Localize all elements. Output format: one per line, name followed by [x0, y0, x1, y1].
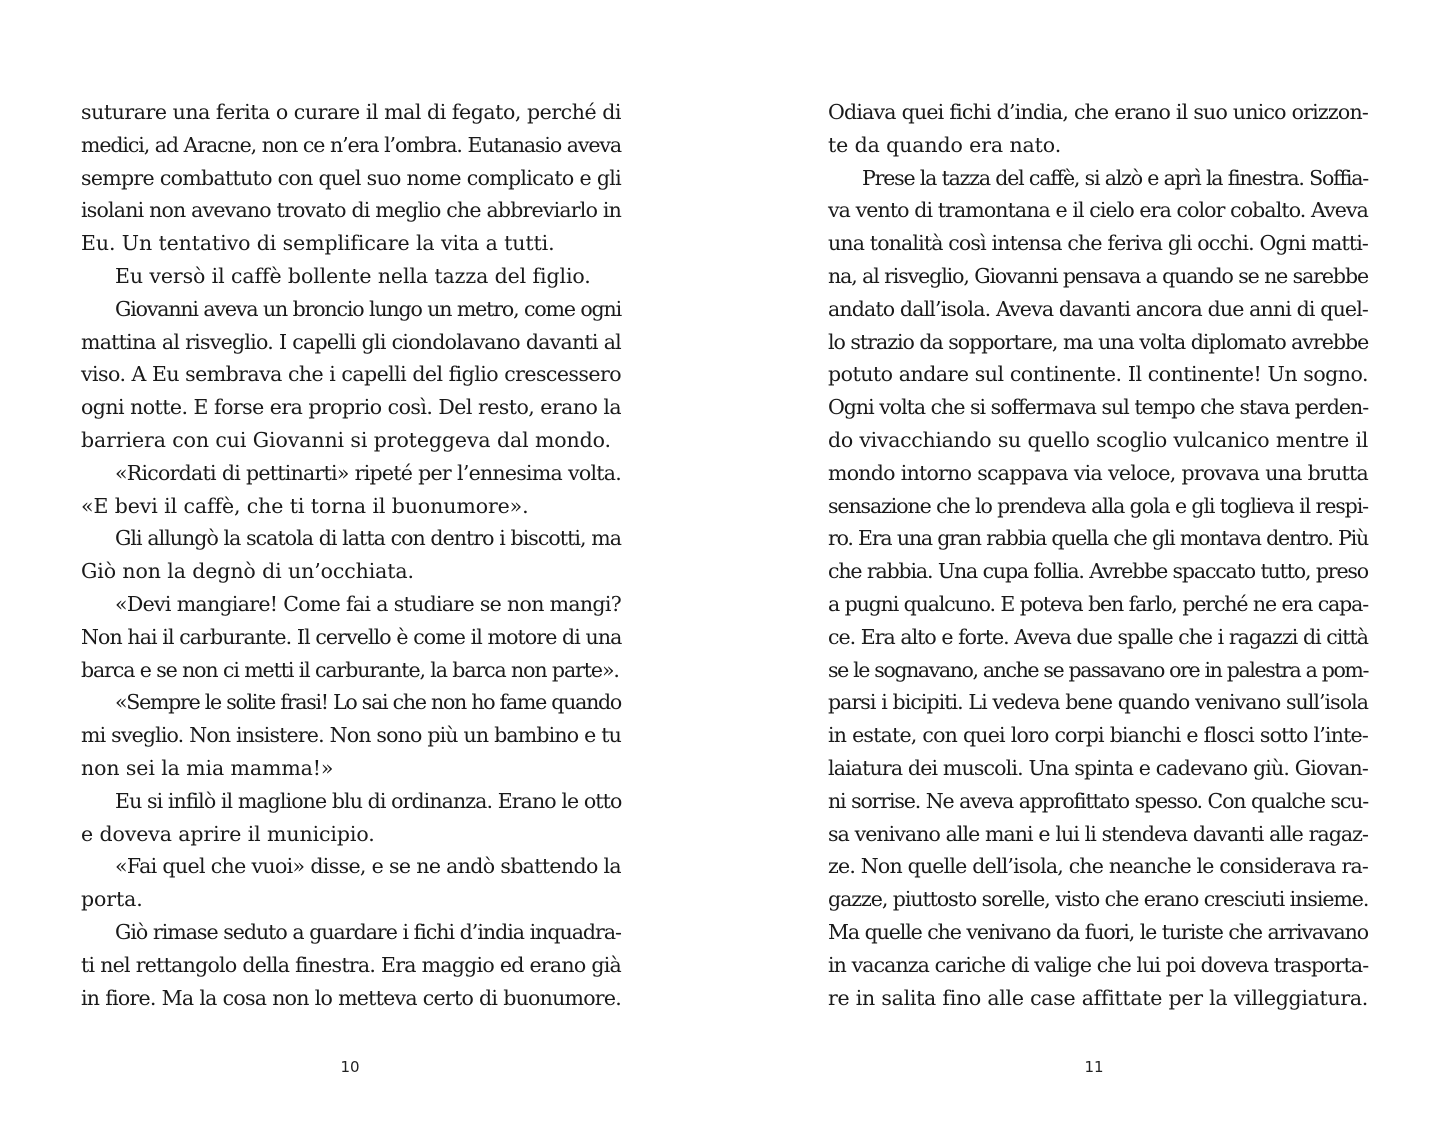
text-line: porta.: [81, 887, 143, 912]
text-line: na, al risveglio, Giovanni pensava a quando se ne sarebbe: [828, 263, 1368, 288]
text-line: sensazione che lo prendeva alla gola e gli toglieva il respi-: [828, 493, 1368, 518]
text-line: re in salita fino alle case affittate per la villeggiatura.: [828, 985, 1368, 1010]
text-line: Giò non la degnò di un’occhiata.: [81, 559, 414, 584]
text-line: Ogni volta che si soffermava sul tempo che stava perden-: [828, 395, 1369, 420]
text-line: va vento di tramontana e il cielo era color cobalto. Aveva: [828, 198, 1369, 223]
text-line: in estate, con quei loro corpi bianchi e flosci sotto l’inte-: [828, 723, 1368, 748]
text-line: sempre combattuto con quel suo nome complicato e gli: [81, 165, 621, 190]
text-line: «Devi mangiare! Come fai a studiare se non mangi?: [115, 591, 621, 616]
text-line: andato dall’isola. Aveva davanti ancora due anni di quel-: [828, 296, 1368, 321]
text-line: barriera con cui Giovanni si proteggeva dal mondo.: [81, 427, 611, 452]
text-line: Eu. Un tentativo di semplificare la vita a tutti.: [81, 231, 555, 256]
text-line: laiatura dei muscoli. Una spinta e cadevano giù. Giovan-: [828, 755, 1368, 780]
text-line: Non hai il carburante. Il cervello è come il motore di una: [81, 624, 622, 649]
text-line: te da quando era nato.: [828, 132, 1062, 157]
text-line: in fiore. Ma la cosa non lo metteva certo di buonumore.: [81, 985, 621, 1010]
text-line: Gli allungò la scatola di latta con dentro i biscotti, ma: [115, 526, 621, 551]
text-line: do vivacchiando su quello scoglio vulcanico mentre il: [828, 427, 1368, 452]
text-line: e doveva aprire il municipio.: [81, 821, 375, 846]
text-line: «Ricordati di pettinarti» ripeté per l’ennesima volta.: [115, 460, 621, 485]
text-line: una tonalità così intensa che feriva gli occhi. Ogni matti-: [828, 231, 1368, 256]
text-line: Ma quelle che venivano da fuori, le turiste che arrivavano: [828, 919, 1368, 944]
text-line: medici, ad Aracne, non ce n’era l’ombra. Eutanasio aveva: [81, 132, 621, 157]
text-line: barca e se non ci metti il carburante, la barca non parte».: [81, 657, 619, 682]
text-line: mondo intorno scappava via veloce, provava una brutta: [828, 460, 1368, 485]
right-page: [722, 0, 1444, 1126]
text-line: ze. Non quelle dell’isola, che neanche le considerava ra-: [828, 854, 1368, 879]
left-page-text: [81, 96, 621, 1014]
text-line: gazze, piuttosto sorelle, visto che erano cresciuti insieme.: [828, 887, 1369, 912]
text-line: ce. Era alto e forte. Aveva due spalle che i ragazzi di città: [828, 624, 1368, 649]
right-page-text: [828, 96, 1368, 1014]
text-line: isolani non avevano trovato di meglio che abbreviarlo in: [81, 198, 621, 223]
text-line: «Fai quel che vuoi» disse, e se ne andò sbattendo la: [115, 854, 621, 879]
text-line: ro. Era una gran rabbia quella che gli montava dentro. Più: [828, 526, 1368, 551]
text-line: potuto andare sul continente. Il continente! Un sogno.: [828, 362, 1368, 387]
text-line: ti nel rettangolo della finestra. Era maggio ed erano già: [81, 952, 621, 977]
text-line: sa venivano alle mani e lui li stendeva davanti alle ragaz-: [828, 821, 1368, 846]
text-line: se le sognavano, anche se passavano ore in palestra a pom-: [828, 657, 1368, 682]
text-line: «Sempre le solite frasi! Lo sai che non ho fame quando: [115, 690, 621, 715]
text-line: ogni notte. E forse era proprio così. Del resto, erano la: [81, 395, 621, 420]
text-line: mi sveglio. Non insistere. Non sono più un bambino e tu: [81, 723, 621, 748]
text-line: «E bevi il caffè, che ti torna il buonumore».: [81, 493, 529, 518]
left-page: [0, 0, 722, 1126]
text-line: lo strazio da sopportare, ma una volta diplomato avrebbe: [828, 329, 1369, 354]
text-line: Eu versò il caffè bollente nella tazza del figlio.: [115, 263, 591, 288]
right-page-number: 11: [1084, 1058, 1104, 1076]
text-line: Giovanni aveva un broncio lungo un metro, come ogni: [115, 296, 621, 321]
text-line: ni sorrise. Ne aveva approfittato spesso. Con qualche scu-: [828, 788, 1368, 813]
text-line: in vacanza cariche di valige che lui poi doveva trasporta-: [828, 952, 1369, 977]
text-line: Eu si infilò il maglione blu di ordinanza. Erano le otto: [115, 788, 622, 813]
text-line: Prese la tazza del caffè, si alzò e aprì la finestra. Soffia-: [862, 165, 1368, 190]
text-line: a pugni qualcuno. E poteva ben farlo, perché ne era capa-: [828, 591, 1368, 616]
text-line: che rabbia. Una cupa follia. Avrebbe spaccato tutto, preso: [828, 559, 1368, 584]
text-line: suturare una ferita o curare il mal di fegato, perché di: [81, 100, 621, 124]
text-line: viso. A Eu sembrava che i capelli del figlio crescessero: [81, 362, 621, 387]
text-line: mattina al risveglio. I capelli gli ciondolavano davanti al: [81, 329, 621, 354]
text-line: Giò rimase seduto a guardare i fichi d’india inquadra-: [115, 919, 621, 944]
text-line: non sei la mia mamma!»: [81, 755, 334, 780]
left-page-number: 10: [340, 1058, 360, 1076]
text-line: parsi i bicipiti. Li vedeva bene quando venivano sull’isola: [828, 690, 1368, 715]
text-line: Odiava quei fichi d’india, che erano il suo unico orizzon-: [828, 100, 1368, 124]
